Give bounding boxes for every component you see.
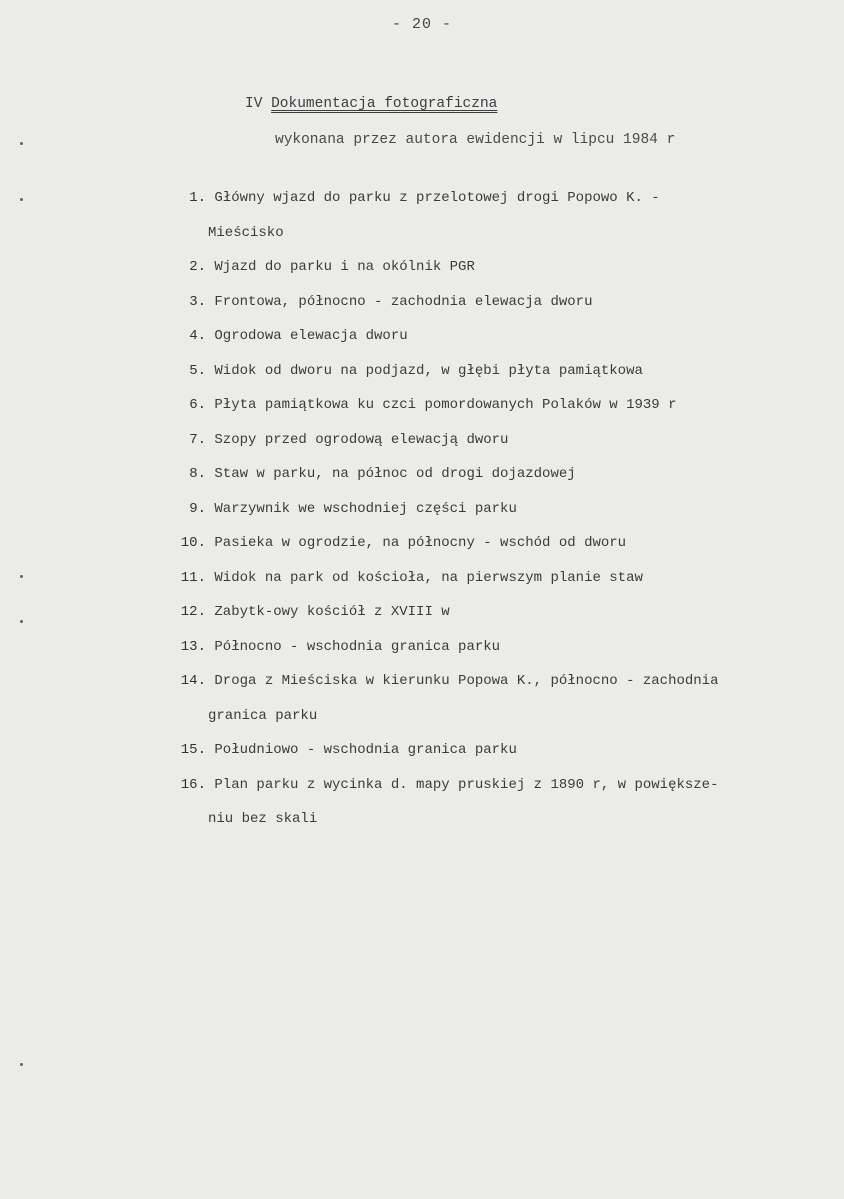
item-number: 2. [189, 259, 206, 275]
item-text: Frontowa, północno - zachodnia elewacja dworu [214, 293, 593, 310]
item-number: 13. [180, 638, 206, 655]
section-heading [245, 96, 497, 112]
item-text: Plan parku z wycinka d. mapy pruskiej z 1890 r, w powiększe- [214, 776, 719, 793]
item-text: Wjazd do parku i na okólnik PGR [214, 259, 475, 275]
item-text: Widok na park od kościoła, na pierwszym planie staw [214, 569, 643, 586]
item-text-continuation: niu bez skali [208, 811, 318, 827]
item-number: 9. [189, 500, 206, 517]
list-item [168, 526, 833, 561]
scan-speck [20, 198, 23, 201]
item-text: Główny wjazd do parku z przelotowej drogi Popowo K. - [214, 190, 660, 206]
page-number: - 20 - [391, 16, 452, 33]
section-title: Dokumentacja fotograficzna [271, 96, 498, 112]
item-number: 1. [189, 190, 206, 206]
scan-speck [20, 1063, 23, 1066]
list-item [168, 319, 833, 354]
item-number: 10. [180, 535, 206, 551]
item-text: Staw w parku, na północ od drogi dojazdowej [214, 466, 576, 482]
list-item [168, 492, 833, 527]
list-item [168, 285, 833, 320]
item-number: 3. [189, 293, 206, 310]
list-item [168, 423, 833, 458]
item-number: 14. [180, 673, 206, 689]
item-number: 6. [189, 397, 206, 413]
list-item [168, 181, 833, 250]
list-item [168, 768, 833, 837]
item-number: 8. [189, 466, 206, 482]
item-number: 16. [180, 776, 206, 793]
item-text: Widok od dworu na podjazd, w głębi płyta pamiątkowa [214, 362, 643, 379]
item-number: 15. [180, 742, 206, 758]
item-text: Północno - wschodnia granica parku [214, 638, 501, 655]
item-text: Zabytk-owy kościół z XVIII w [214, 604, 450, 620]
section-number: IV [245, 96, 263, 112]
item-text-continuation: Mieścisko [208, 224, 284, 241]
list-item [168, 733, 833, 768]
scan-speck [20, 575, 23, 578]
item-number: 5. [189, 362, 206, 379]
item-text: Ogrodowa elewacja dworu [214, 328, 408, 344]
item-number: 7. [189, 431, 206, 448]
section-subtitle: wykonana przez autora ewidencji w lipcu 1984 r [275, 132, 676, 148]
item-number: 12. [180, 604, 206, 620]
item-text: Droga z Mieściska w kierunku Popowa K., północno - zachodnia [214, 673, 719, 689]
item-text-continuation: granica parku [208, 707, 318, 724]
list-item [168, 561, 833, 596]
scan-speck [20, 142, 23, 145]
item-text: Pasieka w ogrodzie, na północny - wschód od dworu [214, 535, 627, 551]
item-text: Południowo - wschodnia granica parku [214, 742, 517, 758]
item-number: 4. [189, 328, 206, 344]
item-number: 11. [180, 569, 206, 586]
item-text: Szopy przed ogrodową elewacją dworu [214, 431, 509, 448]
list-item [168, 388, 833, 423]
list-item [168, 354, 833, 389]
photo-list [168, 181, 833, 837]
item-text: Płyta pamiątkowa ku czci pomordowanych Polaków w 1939 r [214, 397, 677, 413]
list-item [168, 664, 833, 733]
list-item [168, 630, 833, 665]
scan-speck [20, 620, 23, 623]
item-text: Warzywnik we wschodniej części parku [214, 500, 517, 517]
list-item [168, 595, 833, 630]
list-item [168, 457, 833, 492]
list-item [168, 250, 833, 285]
